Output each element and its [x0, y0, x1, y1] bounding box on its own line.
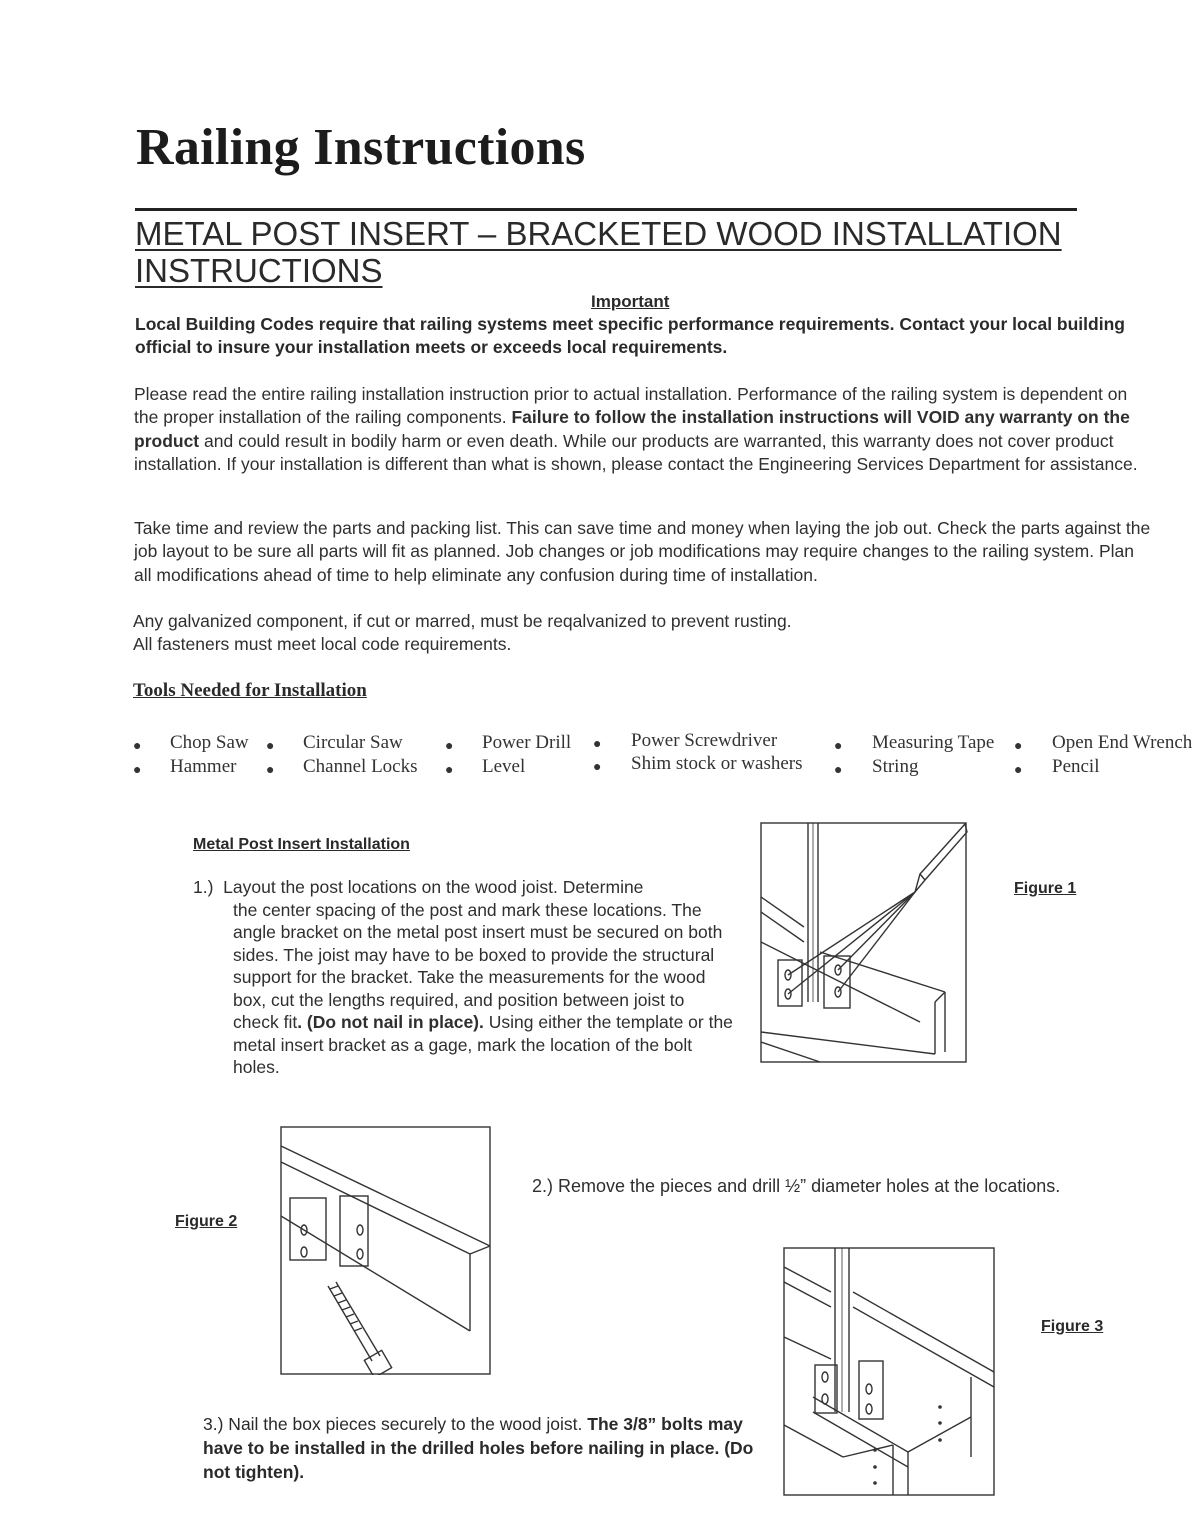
step-3 [203, 1412, 763, 1484]
figure-3-illustration [783, 1247, 995, 1496]
review-paragraph: Take time and review the parts and packing list. This can save time and money when laying the job out. Check the parts against the job layout to be sure all parts will fit as planned. Job changes or job modifications may require changes to the railing system. Plan all modifications ahead of time to help eliminate any confusion during time of installation. [134, 518, 1151, 585]
title-divider [135, 208, 1077, 211]
intro-part1: Please read the entire railing installation instruction prior to actual installation. Performance of the railing system is dependent on the proper installation of the railing components. [134, 384, 1128, 428]
tools-heading: Tools Needed for Installation [133, 680, 367, 701]
tool-item: Chop Saw [170, 732, 249, 753]
notes-block [133, 610, 1033, 657]
figure-2-label: Figure 2 [175, 1213, 238, 1230]
tool-item: Pencil [1052, 756, 1100, 777]
figure-3-label: Figure 3 [1041, 1318, 1104, 1335]
step-3-text: Nail the box pieces securely to the wood joist. [223, 1414, 588, 1434]
subtitle-text: METAL POST INSERT – BRACKETED WOOD INSTALLATION INSTRUCTIONS [135, 215, 1062, 289]
bullet-icon: ● [445, 761, 454, 777]
tool-item: Channel Locks [303, 756, 418, 777]
installation-heading: Metal Post Insert Installation [193, 836, 410, 853]
tool-item: Circular Saw [303, 732, 403, 753]
intro-paragraph [134, 383, 1154, 476]
tool-item: Open End Wrench [1052, 732, 1193, 753]
figure-2-illustration [280, 1126, 491, 1375]
tool-item: Power Screwdriver [631, 730, 778, 751]
bullet-icon: ● [133, 737, 142, 753]
tool-item: String [872, 756, 919, 777]
step-1-number: 1.) [193, 877, 214, 897]
step-3-warning: The 3/8” bolts may have to be installed in the drilled holes before nailing in place. (Do not tighten). [203, 1414, 754, 1482]
step-1-first-text: Layout the post locations on the wood joist. Determine [223, 877, 644, 897]
step-2: 2.) Remove the pieces and drill ½” diameter holes at the locations. [532, 1176, 1061, 1196]
page-title: Railing Instructions [136, 119, 586, 176]
step-1-body [193, 899, 733, 1079]
step-1-warning: . (Do not nail in place). [297, 1012, 484, 1032]
step-1 [193, 876, 733, 1079]
figure-1-label: Figure 1 [1014, 880, 1077, 897]
intro-part2: and could result in bodily harm or even death. While our products are warranted, this warranty does not cover product installation. If your installation is different than what is shown, please contact the Engineering Services Department for assistance. [134, 430, 1138, 474]
bullet-icon: ● [834, 737, 843, 753]
fasteners-note: All fasteners must meet local code requirements. [133, 634, 512, 655]
step-1-first-line [193, 876, 733, 899]
codes-notice: Local Building Codes require that railing systems meet specific performance requirements. Contact your local building official to insure your installation meets or exceeds local requirements. [135, 314, 1125, 357]
bullet-icon: ● [133, 761, 142, 777]
bullet-icon: ● [1014, 737, 1023, 753]
tool-item: Shim stock or washers [631, 753, 803, 774]
bullet-icon: ● [266, 761, 275, 777]
bullet-icon: ● [266, 737, 275, 753]
tool-item: Hammer [170, 756, 237, 777]
bullet-icon: ● [1014, 761, 1023, 777]
figure-1-illustration [760, 822, 968, 1064]
bullet-icon: ● [445, 737, 454, 753]
tool-item: Level [482, 756, 526, 777]
important-heading: Important [591, 292, 670, 311]
tool-item: Measuring Tape [872, 732, 995, 753]
bullet-icon: ● [593, 758, 602, 774]
tool-item: Power Drill [482, 732, 572, 753]
bullet-icon: ● [593, 735, 602, 751]
step-1-text: the center spacing of the post and mark these locations. The angle bracket on the metal post insert must be secured on both sides. The joist may have to be boxed to provide the structural support for the bracket. Take the measurements for the wood box, cut the lengths required, and position between joist to check fit [233, 899, 723, 1032]
galvanized-note: Any galvanized component, if cut or marred, must be reqalvanized to prevent rusting. [133, 611, 792, 631]
section-subtitle [135, 215, 1197, 289]
step-3-number: 3.) [203, 1414, 224, 1434]
bullet-icon: ● [834, 761, 843, 777]
warranty-warning: Failure to follow the installation instructions will VOID any warranty on the product [134, 407, 1130, 451]
step-1-tail: Using either the template or the metal insert bracket as a gage, mark the location of the bolt holes. [233, 1012, 733, 1077]
